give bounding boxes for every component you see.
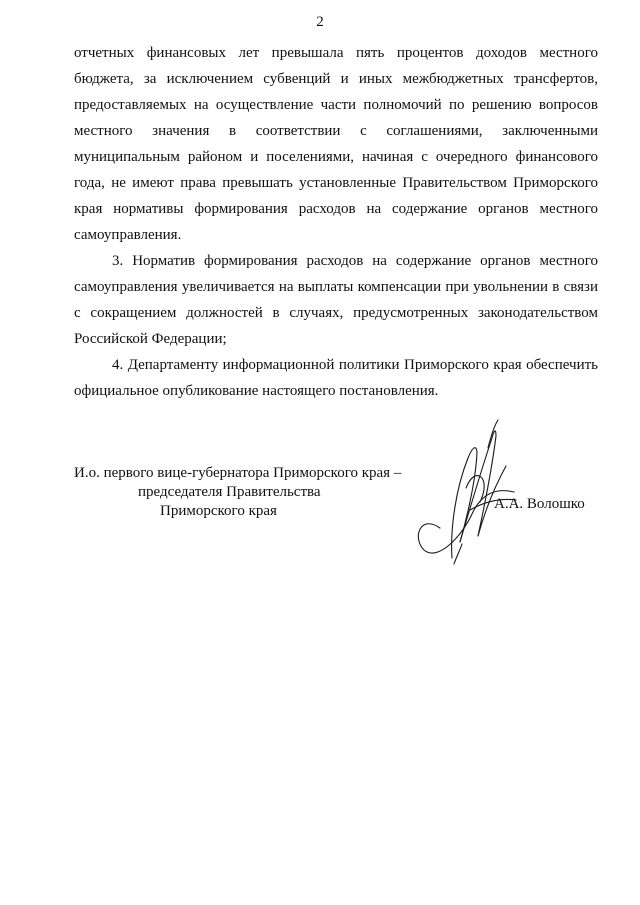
paragraph-continuation: отчетных финансовых лет превышала пять процентов доходов местного бюджета, за исключением субвенций и иных межбюджетных трансфертов, предоставляемых на осуществление части полномочий по решению вопросов местного значения в соответствии с соглашениями, заключенными муниципальным районом и поселениями, начиная с очередного финансового года, не имеют права превышать установленные Правительством Приморского края нормативы формирования расходов на содержание органов местного самоуправления. (74, 45, 598, 243)
signatory-title (74, 464, 401, 521)
handwritten-signature (410, 418, 520, 568)
signatory-title-line-3: Приморского края (160, 503, 277, 519)
paragraph-item-4: 4. Департаменту информационной политики Приморского края обеспечить официальное опубликование настоящего постановления. (74, 357, 598, 399)
page-number: 2 (316, 14, 324, 30)
paragraph-item-3: 3. Норматив формирования расходов на содержание органов местного самоуправления увеличивается на выплаты компенсации при увольнении в связи с сокращением должностей в случаях, предусмотренных законодательством Российской Федерации; (74, 253, 598, 347)
signatory-title-line-1: И.о. первого вице-губернатора Приморского края – (74, 465, 402, 481)
signatory-name: А.А. Волошко (494, 496, 585, 512)
signatory-title-line-2: председателя Правительства (138, 484, 321, 500)
document-body (74, 40, 598, 404)
